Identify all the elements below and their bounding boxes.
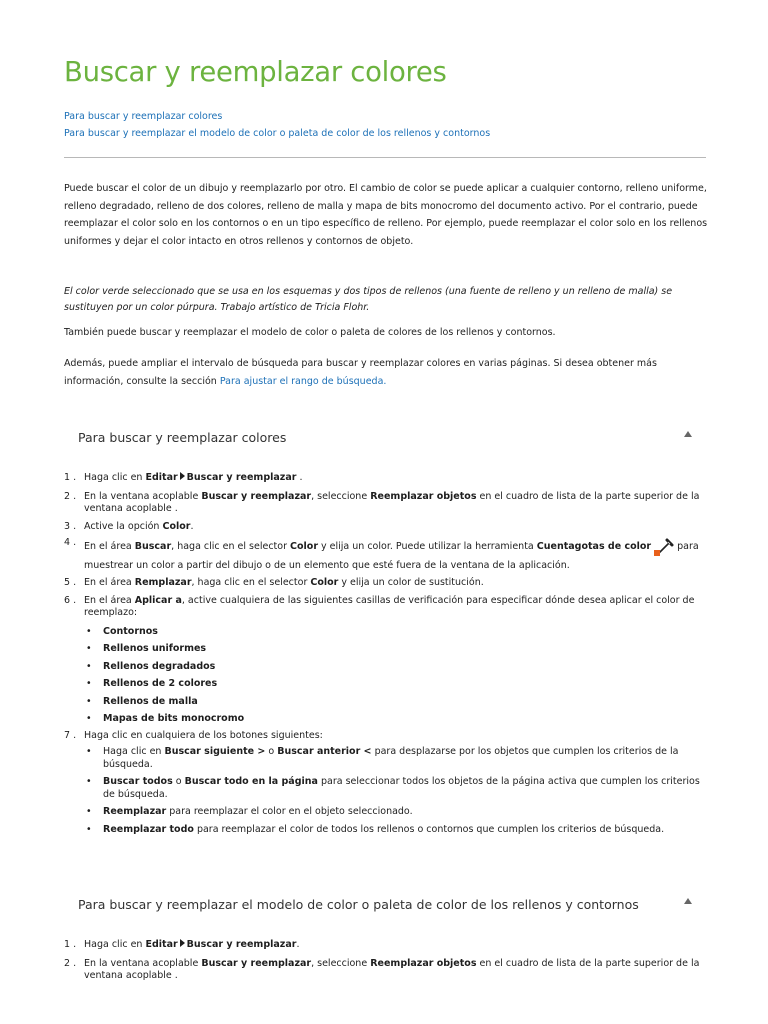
step-text: , seleccione [311,957,368,969]
checkbox-option: Rellenos uniformes [103,643,207,654]
search-range-text: Además, puede ampliar el intervalo de búsqueda para buscar y reemplazar colores en varias páginas. Si desea obtener más información, consulte la sección [64,358,657,387]
step-number: 2 . [64,490,77,502]
docker-name: Buscar y reemplazar [201,490,312,502]
step-text-end: . [296,939,300,950]
section-title: Para buscar y reemplazar colores [78,430,287,445]
button-name: Buscar anterior < [277,746,372,757]
bullet: • [86,713,92,724]
step-number: 1 . [64,939,77,950]
list-item [84,678,714,691]
option-name: Reemplazar objetos [370,490,477,502]
step-text-end: para muestrear un color a partir del dibujo o de un elemento que esté fuera de la ventana de la aplicación. [84,541,699,571]
step-text: y elija un color. Puede utilizar la herramienta [321,541,534,552]
step-text: , seleccione [311,490,368,502]
color-model-paragraph: También puede buscar y reemplazar el modelo de color o paleta de colores de los rellenos y contornos. [64,327,556,338]
step-text-end: . [296,472,303,483]
area-name: Buscar [134,541,172,552]
checkbox-option: Mapas de bits monocromo [103,713,245,724]
intro-paragraph: Puede buscar el color de un dibujo y reemplazarlo por otro. El cambio de color se puede aplicar a cualquier contorno, relleno uniforme, relleno degradado, relleno de dos colores, relleno de malla y mapa de bits monocromo del documento activo. Por el contrario, puede reemplazar el color solo en los contornos o en un tipo específico de relleno. Por ejemplo, puede reemplazar el color solo en los rellenos uniformes y dejar el color intacto en otros rellenos y contornos de objeto. [64,183,708,247]
item-text: para desplazarse por los objetos que cumplen los criterios de la búsqueda. [103,746,679,770]
area-name: Remplazar [134,577,192,588]
list-item [84,824,714,837]
selector-name: Color [290,541,318,552]
item-text: o [268,746,275,757]
checkbox-option: Rellenos de 2 colores [103,678,218,689]
divider [64,157,706,158]
bullet: • [86,806,92,817]
checkbox-option: Rellenos degradados [103,660,216,672]
list-item [84,806,714,819]
collapse-caret-icon[interactable] [684,431,692,437]
step-text: , haga clic en el selector [171,541,287,552]
menu-arrow-icon [180,939,185,947]
step-text: Haga clic en cualquiera de los botones siguientes: [84,729,323,741]
apply-to-list [84,626,714,726]
step-text: En el área [84,541,132,552]
step-text: Haga clic en [84,472,143,483]
step-3 [64,521,714,534]
step-7 [64,730,714,837]
button-name: Buscar todos [103,776,173,787]
bullet: • [86,643,92,654]
selector-name: Color [310,577,339,588]
step-1 [64,939,714,952]
step-text: En el área [84,577,132,588]
step-text-end: , active cualquiera de las siguientes casillas de verificación para especificar dónde desea aplicar el color de reemplazo: [84,594,695,618]
tool-name: Cuentagotas de color [536,541,652,552]
step-text-end: . [190,520,194,532]
step-text: , haga clic en el selector [191,577,308,588]
button-name: Reemplazar [103,806,167,817]
area-name: Aplicar a [134,594,182,606]
list-item [84,626,714,639]
step-text-end: en el cuadro de lista de la parte superior de la ventana acoplable . [84,490,700,514]
menu-arrow-icon [180,472,185,480]
buttons-list [84,746,714,836]
bullet: • [86,776,92,787]
toc-link-replace-colors[interactable]: Para buscar y reemplazar colores [64,111,223,122]
step-text: En el área [84,594,132,606]
list-item [84,696,714,709]
bullet: • [86,746,92,757]
step-2 [64,958,714,983]
section-heading-replace-color-model[interactable] [78,897,698,912]
steps-list-replace-color-model [64,939,714,983]
menu-editar: Editar [145,472,178,483]
bullet: • [86,695,92,707]
step-text: En la ventana acoplable [84,957,199,969]
section-heading-replace-colors[interactable] [78,430,698,445]
search-range-link[interactable]: Para ajustar el rango de búsqueda. [219,375,387,387]
table-of-contents [64,109,490,142]
list-item [84,643,714,656]
step-number: 7 . [64,729,77,741]
item-text: Haga clic en [103,746,162,757]
step-text: En la ventana acoplable [84,490,199,502]
step-text: Active la opción [84,520,160,532]
step-1 [64,472,714,485]
bullet: • [86,625,92,637]
step-text: Haga clic en [84,939,143,950]
button-name: Reemplazar todo [103,823,194,835]
eyedropper-icon [653,537,675,557]
step-number: 5 . [64,577,77,588]
checkbox-option: Rellenos de malla [103,695,198,707]
steps-list-replace-colors [64,472,714,836]
page-title: Buscar y reemplazar colores [64,56,447,88]
item-text: para reemplazar el color de todos los rellenos o contornos que cumplen los criterios de búsqueda. [196,823,665,835]
menu-buscar-reemplazar: Buscar y reemplazar [186,939,297,950]
step-number: 1 . [64,472,77,483]
button-name: Buscar siguiente > [164,746,266,757]
step-text-end: y elija un color de sustitución. [341,577,484,588]
step-text-end: en el cuadro de lista de la parte superior de la ventana acoplable . [84,957,700,981]
list-item [84,746,714,771]
menu-editar: Editar [145,939,178,950]
search-range-paragraph [64,355,708,390]
step-number: 3 . [64,520,77,532]
item-text: o [175,776,182,787]
checkbox-option: Contornos [103,625,158,637]
collapse-caret-icon[interactable] [684,898,692,904]
item-text: para seleccionar todos los objetos de la página activa que cumplen los criterios de búsqueda. [103,776,700,800]
list-item [84,776,714,801]
step-number: 6 . [64,594,77,606]
step-6 [64,595,714,726]
step-2 [64,491,714,516]
bullet: • [86,823,92,835]
option-name: Color [162,520,191,532]
step-5 [64,577,714,590]
docker-name: Buscar y reemplazar [201,957,312,969]
option-name: Reemplazar objetos [370,957,477,969]
bullet: • [86,678,92,689]
toc-link-replace-color-model[interactable]: Para buscar y reemplazar el modelo de color o paleta de color de los rellenos y contornos [64,127,491,139]
step-number: 2 . [64,957,77,969]
image-caption: El color verde seleccionado que se usa en los esquemas y dos tipos de rellenos (una fuente de relleno y un relleno de malla) se sustituyen por un color púrpura. Trabajo artístico de Tricia Flohr. [64,286,673,313]
section-title: Para buscar y reemplazar el modelo de color o paleta de color de los rellenos y contornos [78,897,639,912]
bullet: • [86,660,92,672]
list-item [84,713,714,726]
step-number: 4 . [64,537,77,548]
item-text: para reemplazar el color en el objeto seleccionado. [169,806,413,817]
list-item [84,661,714,674]
menu-buscar-reemplazar: Buscar y reemplazar [186,472,297,483]
step-4 [64,537,714,574]
button-name: Buscar todo en la página [184,776,318,787]
